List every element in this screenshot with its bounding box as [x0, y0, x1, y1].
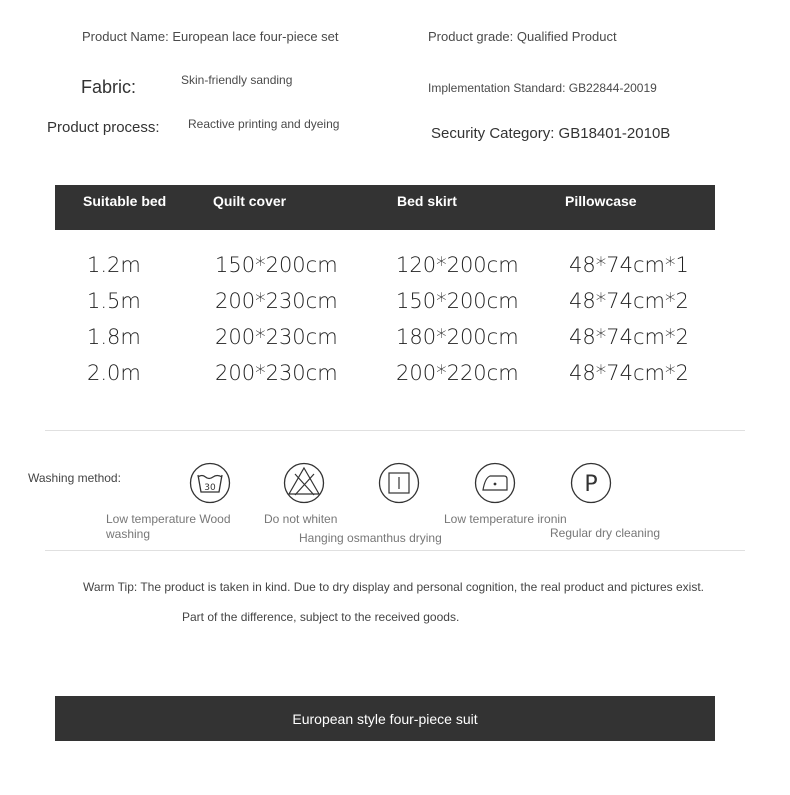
hang-dry-icon	[378, 462, 420, 504]
implementation-standard: Implementation Standard: GB22844-20019	[428, 81, 657, 95]
washing-method-label: Washing method:	[28, 471, 121, 485]
dry-clean-icon	[570, 462, 612, 504]
header-bed-skirt: Bed skirt	[397, 193, 457, 209]
table-cell: 1.8m	[87, 325, 141, 349]
product-name: Product Name: European lace four-piece set	[82, 29, 339, 44]
header-pillowcase: Pillowcase	[565, 193, 637, 209]
table-cell: 48*74cm*2	[569, 361, 689, 385]
table-cell: 1.5m	[87, 289, 141, 313]
security-category: Security Category: GB18401-2010B	[431, 125, 671, 142]
divider	[45, 430, 745, 431]
footer-banner	[55, 696, 715, 741]
process-label: Product process:	[47, 119, 160, 136]
low-iron-icon	[474, 462, 516, 504]
table-cell: 120*200cm	[396, 253, 519, 277]
wash-30-icon	[189, 462, 231, 504]
header-suitable-bed: Suitable bed	[83, 193, 167, 209]
fabric-value: Skin-friendly sanding	[181, 73, 293, 87]
divider	[45, 550, 745, 551]
header-quilt-cover: Quilt cover	[213, 193, 287, 209]
warm-tip-line2: Part of the difference, subject to the received goods.	[182, 610, 460, 624]
hang-dry-caption: Hanging osmanthus drying	[299, 531, 442, 545]
product-grade: Product grade: Qualified Product	[428, 29, 617, 44]
table-cell: 1.2m	[87, 253, 141, 277]
table-cell: 48*74cm*1	[569, 253, 689, 277]
size-table-header	[55, 185, 715, 230]
low-iron-caption: Low temperature ironin	[444, 512, 567, 526]
table-cell: 200*230cm	[215, 325, 338, 349]
warm-tip-line1: Warm Tip: The product is taken in kind. Due to dry display and personal cognition, the real product and pictures exist.	[83, 580, 704, 594]
table-cell: 150*200cm	[396, 289, 519, 313]
table-cell: 200*220cm	[396, 361, 519, 385]
wash-temp-text: 30	[204, 483, 216, 493]
table-cell: 180*200cm	[396, 325, 519, 349]
table-cell: 150*200cm	[215, 253, 338, 277]
no-bleach-caption: Do not whiten	[264, 512, 338, 526]
dry-clean-letter: P	[584, 472, 598, 497]
table-cell: 200*230cm	[215, 361, 338, 385]
table-cell: 200*230cm	[215, 289, 338, 313]
process-value: Reactive printing and dyeing	[188, 117, 340, 131]
dry-clean-caption: Regular dry cleaning	[550, 526, 661, 540]
footer-title: European style four-piece suit	[292, 710, 478, 727]
wash-caption: Low temperature Wood washing	[106, 512, 231, 541]
no-bleach-icon	[283, 462, 325, 504]
table-cell: 48*74cm*2	[569, 325, 689, 349]
fabric-label: Fabric:	[81, 77, 137, 97]
table-cell: 2.0m	[87, 361, 141, 385]
table-cell: 48*74cm*2	[569, 289, 689, 313]
